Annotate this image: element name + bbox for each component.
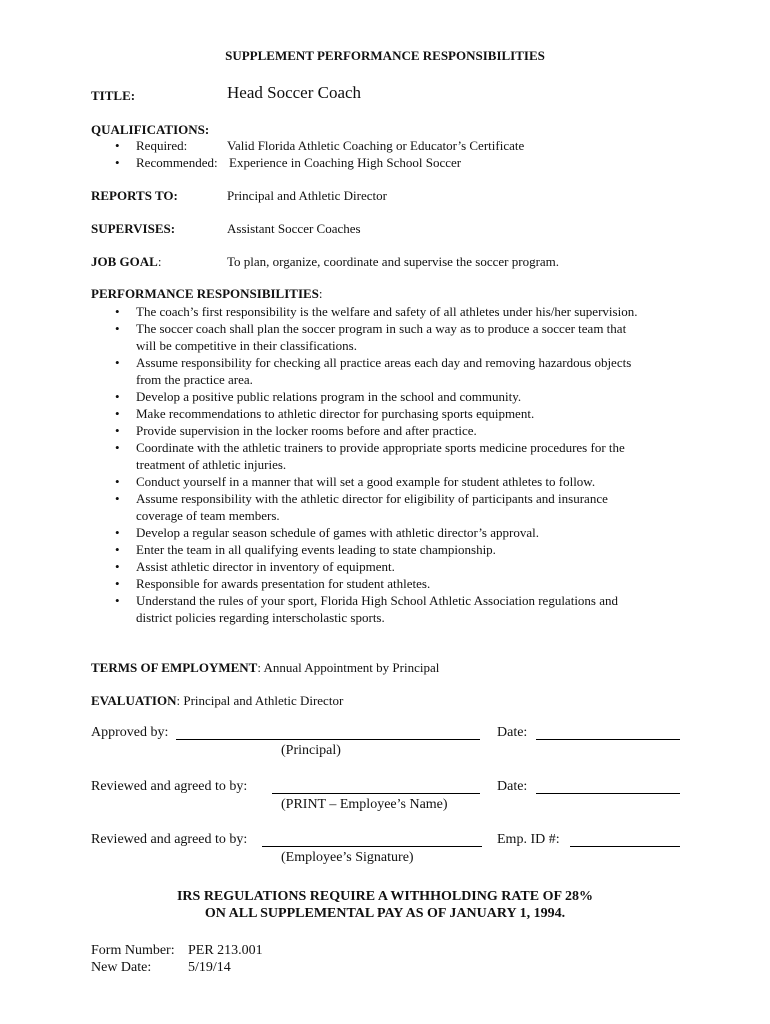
bullet-icon: • — [115, 321, 120, 336]
responsibility-text: The coach’s first responsibility is the welfare and safety of all athletes under his/her supervision. — [136, 304, 638, 319]
bullet-icon: • — [115, 138, 120, 153]
evaluation-value: : Principal and Athletic Director — [176, 693, 344, 708]
job-goal-colon: : — [157, 254, 162, 269]
title-label: TITLE: — [91, 88, 136, 103]
bullet-icon: • — [115, 423, 120, 438]
new-date-label: New Date: — [91, 960, 152, 975]
responsibility-text: The soccer coach shall plan the soccer program in such a way as to produce a soccer team that — [136, 321, 627, 336]
responsibility-text: Make recommendations to athletic director for purchasing sports equipment. — [136, 406, 535, 421]
bullet-icon: • — [115, 355, 120, 370]
approved-date-line[interactable] — [536, 739, 680, 740]
qualification-kind: Recommended: — [136, 155, 218, 170]
terms-value: : Annual Appointment by Principal — [257, 660, 440, 675]
reviewed-label: Reviewed and agreed to by: — [91, 832, 248, 847]
responsibility-text: Assume responsibility with the athletic director for eligibility of participants and insurance — [136, 491, 608, 506]
responsibility-text: Responsible for awards presentation for student athletes. — [136, 576, 431, 591]
bullet-icon: • — [115, 406, 120, 421]
new-date-value: 5/19/14 — [188, 960, 231, 975]
qualification-text: Valid Florida Athletic Coaching or Educator’s Certificate — [227, 138, 525, 153]
bullet-icon: • — [115, 440, 120, 455]
print-name-caption: (PRINT – Employee’s Name) — [281, 797, 448, 812]
bullet-icon: • — [115, 389, 120, 404]
document-title: SUPPLEMENT PERFORMANCE RESPONSIBILITIES — [225, 48, 545, 63]
form-number-value: PER 213.001 — [188, 943, 263, 958]
emp-id-label: Emp. ID #: — [497, 832, 560, 847]
approved-by-signature-line[interactable] — [176, 739, 480, 740]
responsibility-text: Understand the rules of your sport, Florida High School Athletic Association regulations and — [136, 593, 619, 608]
job-goal-row — [91, 254, 161, 270]
performance-label: PERFORMANCE RESPONSIBILITIES — [91, 286, 319, 301]
terms-label: TERMS OF EMPLOYMENT — [91, 660, 258, 675]
reviewed-date-line[interactable] — [536, 793, 680, 794]
performance-colon: : — [318, 286, 323, 301]
reviewed-label: Reviewed and agreed to by: — [91, 779, 248, 794]
responsibility-text: Coordinate with the athletic trainers to provide appropriate sports medicine procedures for the — [136, 440, 625, 455]
qualifications-label: QUALIFICATIONS: — [91, 122, 210, 137]
responsibility-text: coverage of team members. — [136, 508, 280, 523]
bullet-icon: • — [115, 542, 120, 557]
terms-row — [91, 660, 439, 676]
responsibility-text: treatment of athletic injuries. — [136, 457, 287, 472]
performance-heading — [91, 286, 323, 302]
evaluation-row — [91, 693, 343, 709]
responsibility-text: Develop a positive public relations program in the school and community. — [136, 389, 522, 404]
approved-by-label: Approved by: — [91, 725, 169, 740]
form-number-label: Form Number: — [91, 943, 175, 958]
responsibility-text: Assume responsibility for checking all practice areas each day and removing hazardous objects — [136, 355, 632, 370]
irs-notice-line2: ON ALL SUPPLEMENTAL PAY AS OF JANUARY 1, 1994. — [204, 906, 566, 921]
responsibility-text: Enter the team in all qualifying events leading to state championship. — [136, 542, 496, 557]
bullet-icon: • — [115, 304, 120, 319]
principal-caption: (Principal) — [281, 743, 341, 758]
supervises-value: Assistant Soccer Coaches — [227, 221, 361, 236]
qualification-kind: Required: — [136, 138, 188, 153]
reports-to-label: REPORTS TO: — [91, 188, 178, 203]
bullet-icon: • — [115, 559, 120, 574]
bullet-icon: • — [115, 576, 120, 591]
title-value: Head Soccer Coach — [227, 83, 362, 102]
irs-notice-line1: IRS REGULATIONS REQUIRE A WITHHOLDING RATE OF 28% — [176, 889, 594, 904]
bullet-icon: • — [115, 155, 120, 170]
job-goal-label: JOB GOAL — [91, 254, 158, 269]
date-label: Date: — [497, 725, 528, 740]
job-goal-value: To plan, organize, coordinate and supervise the soccer program. — [227, 254, 560, 269]
supervises-label: SUPERVISES: — [91, 221, 176, 236]
responsibility-text: will be competitive in their classifications. — [136, 338, 357, 353]
qualification-text: Experience in Coaching High School Soccer — [229, 155, 462, 170]
reports-to-value: Principal and Athletic Director — [227, 188, 387, 203]
employee-print-name-line[interactable] — [272, 793, 480, 794]
bullet-icon: • — [115, 474, 120, 489]
evaluation-label: EVALUATION — [91, 693, 177, 708]
date-label: Date: — [497, 779, 528, 794]
emp-id-line[interactable] — [570, 846, 680, 847]
signature-caption: (Employee’s Signature) — [281, 850, 414, 865]
employee-signature-line[interactable] — [262, 846, 482, 847]
responsibility-text: Conduct yourself in a manner that will set a good example for student athletes to follow. — [136, 474, 596, 489]
responsibility-text: Assist athletic director in inventory of equipment. — [136, 559, 395, 574]
responsibility-text: district policies regarding interscholastic sports. — [136, 610, 385, 625]
responsibility-text: Develop a regular season schedule of games with athletic director’s approval. — [136, 525, 539, 540]
bullet-icon: • — [115, 525, 120, 540]
bullet-icon: • — [115, 491, 120, 506]
responsibility-text: from the practice area. — [136, 372, 253, 387]
bullet-icon: • — [115, 593, 120, 608]
responsibility-text: Provide supervision in the locker rooms before and after practice. — [136, 423, 477, 438]
